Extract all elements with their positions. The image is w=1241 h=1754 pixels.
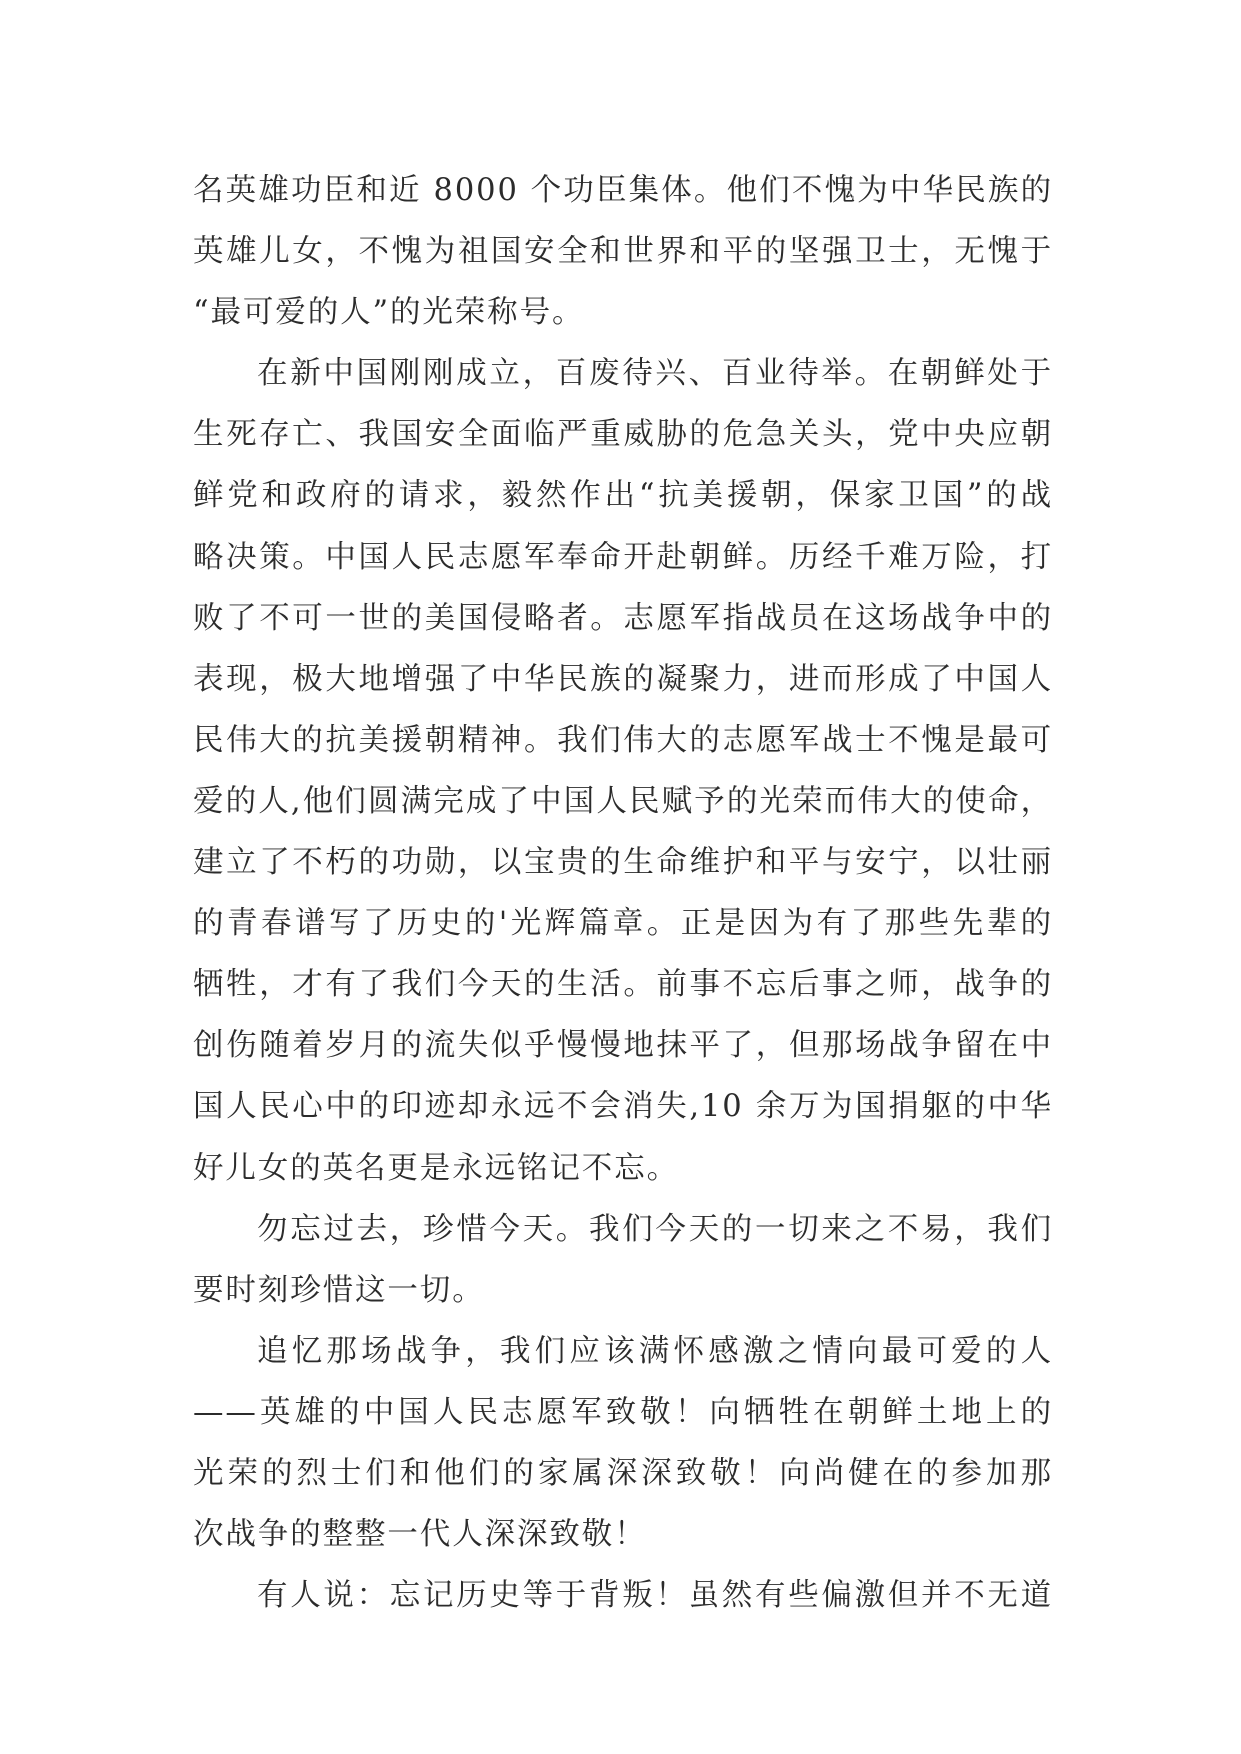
paragraph-first-line: 追忆那场战争，我们应该满怀感激之情向最可爱的人 xyxy=(257,1333,1053,1369)
paragraph-first-line: 有人说：忘记历史等于背叛！虽然有些偏激但并不无道 xyxy=(257,1578,1053,1614)
text-line: 民伟大的抗美援朝精神。我们伟大的志愿军战士不愧是最可 xyxy=(193,722,1053,758)
text-line: 鲜党和政府的请求，毅然作出“抗美援朝，保家卫国”的战 xyxy=(193,478,1053,514)
text-line: 次战争的整整一代人深深致敬！ xyxy=(193,1517,647,1553)
text-line: 的青春谱写了历史的'光辉篇章。正是因为有了那些先辈的 xyxy=(193,906,1053,942)
text-line: 表现，极大地增强了中华民族的凝聚力，进而形成了中国人 xyxy=(193,661,1053,697)
text-line: 建立了不朽的功勋，以宝贵的生命维护和平与安宁，以壮丽 xyxy=(193,845,1053,881)
text-line: 名英雄功臣和近 8000 个功臣集体。他们不愧为中华民族的 xyxy=(193,173,1053,208)
text-line: 牺牲，才有了我们今天的生活。前事不忘后事之师，战争的 xyxy=(193,967,1053,1003)
paragraph-first-line: 勿忘过去，珍惜今天。我们今天的一切来之不易，我们 xyxy=(257,1211,1053,1247)
text-line: 光荣的烈士们和他们的家属深深致敬！向尚健在的参加那 xyxy=(193,1455,1053,1491)
text-line: 略决策。中国人民志愿军奉命开赴朝鲜。历经千难万险，打 xyxy=(193,539,1053,575)
text-line: 败了不可一世的美国侵略者。志愿军指战员在这场战争中的 xyxy=(193,600,1053,636)
text-line: 要时刻珍惜这一切。 xyxy=(193,1272,485,1308)
text-line: 英雄儿女，不愧为祖国安全和世界和平的坚强卫士，无愧于 xyxy=(193,234,1053,270)
text-line: 国人民心中的印迹却永远不会消失,10 余万为国捐躯的中华 xyxy=(193,1089,1053,1125)
body-text xyxy=(193,160,1053,1626)
text-line: 生死存亡、我国安全面临严重威胁的危急关头，党中央应朝 xyxy=(193,417,1053,453)
text-line: 创伤随着岁月的流失似乎慢慢地抹平了，但那场战争留在中 xyxy=(193,1028,1053,1064)
text-line: ——英雄的中国人民志愿军致敬！向牺牲在朝鲜土地上的 xyxy=(193,1394,1053,1430)
text-line: 好儿女的英名更是永远铭记不忘。 xyxy=(193,1150,679,1186)
paragraph-first-line: 在新中国刚刚成立，百废待兴、百业待举。在朝鲜处于 xyxy=(257,356,1053,392)
text-line: 爱的人,他们圆满完成了中国人民赋予的光荣而伟大的使命， xyxy=(193,783,1053,819)
text-line: “最可爱的人”的光荣称号。 xyxy=(193,295,585,331)
